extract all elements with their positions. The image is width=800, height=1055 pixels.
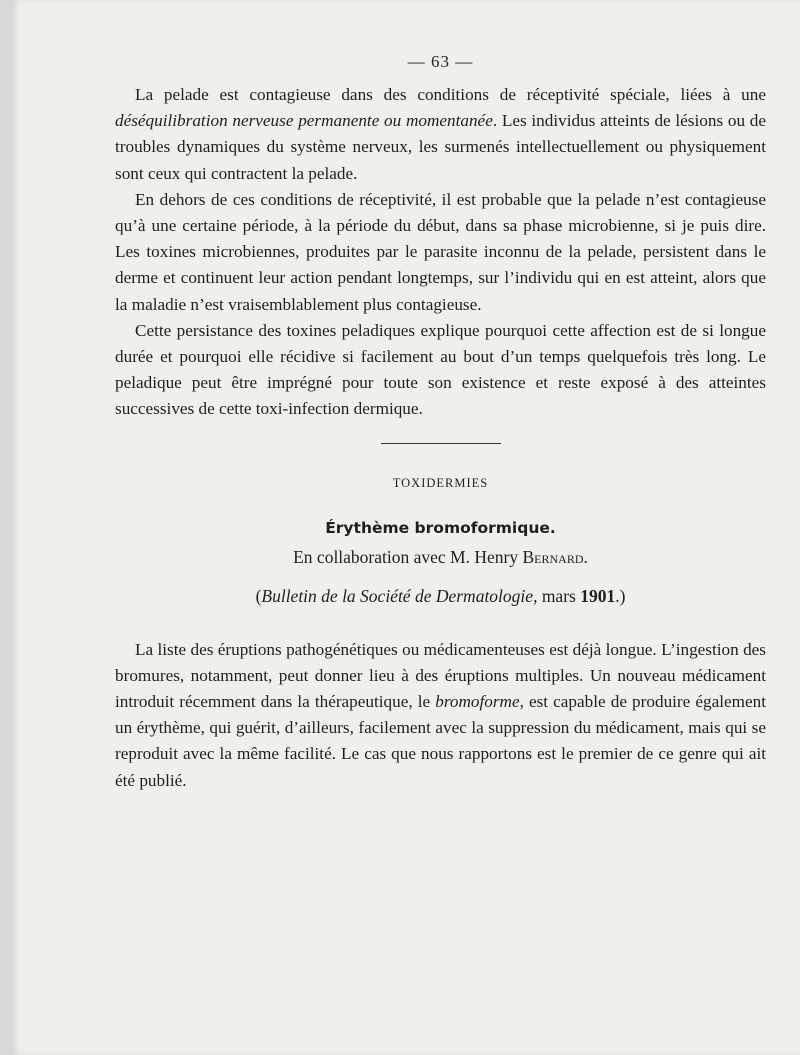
- page-content: [115, 52, 766, 794]
- section-divider: [381, 443, 501, 444]
- citation-close: .): [615, 585, 626, 606]
- paragraph-4-text-a: La liste des éruptions pathogénétiques ou médicamenteuses est déjà longue. L’ingestion des bromures, notamment, peut donner lieu à des éruptions multiples. Un nouveau médicament introduit récemment dans la thérapeutique, le: [115, 639, 766, 712]
- citation-month: , mars: [533, 585, 581, 606]
- page-number: — 63 —: [407, 52, 474, 71]
- paragraph-1-emphasis: déséquilibration nerveuse permanente ou momentanée: [115, 111, 493, 131]
- paragraph-3: Cette persistance des toxines peladiques explique pourquoi cette affection est de si longue durée et pourquoi elle récidive si facilement au bout d’un temps quelquefois très long. Le peladique peut être imprégné pour toute son existence et reste exposé à des atteintes successives de cette toxi-infection dermique.: [115, 320, 766, 419]
- collaboration-prefix: En collaboration avec M. Henry: [293, 546, 523, 567]
- book-page: [14, 0, 800, 1055]
- collaboration-suffix: .: [583, 546, 588, 567]
- paragraph-1-text-b: . Les individus atteints de lésions ou de troubles dynamiques du système nerveux, les surmenés intellectuellement ou physiquement sont ceux qui contractent la pelade.: [115, 111, 766, 183]
- paragraph-1-text-a: La pelade est contagieuse dans des conditions de réceptivité spéciale, liées à une: [135, 85, 766, 104]
- paragraph-2: En dehors de ces conditions de réceptivité, il est probable que la pelade n’est contagieuse qu’à une certaine période, à la période du début, dans sa phase microbienne, si je puis dire. Les toxines microbiennes, produites par le parasite inconnu de la pelade, persistent dans le derme et continuent leur action pendant longtemps, sur l’individu qui en est atteint, alors que la maladie n’est vraisemblablement plus contagieuse.: [115, 189, 766, 314]
- citation-open: (: [255, 585, 262, 606]
- paragraph-4: [115, 637, 766, 794]
- paragraph-1: [115, 82, 766, 187]
- paragraph-4-text-b: , est capable de produire également un érythème, qui guérit, d’ailleurs, facilement avec la suppression du médicament, mais qui se reproduit avec la même facilité. Le cas que nous rapportons est le premier de ce genre qui ait été publié.: [115, 692, 766, 790]
- article-title: Érythème bromoformique.: [325, 518, 556, 537]
- paragraph-4-emphasis: bromoforme: [435, 692, 520, 712]
- collaboration-line: [115, 547, 766, 568]
- citation-journal: Bulletin de la Société de Dermatologie: [261, 585, 534, 606]
- citation-year: 1901: [580, 585, 616, 606]
- citation: [115, 586, 766, 607]
- collaborator-name: Bernard: [522, 546, 584, 567]
- section-title: TOXIDERMIES: [392, 475, 489, 490]
